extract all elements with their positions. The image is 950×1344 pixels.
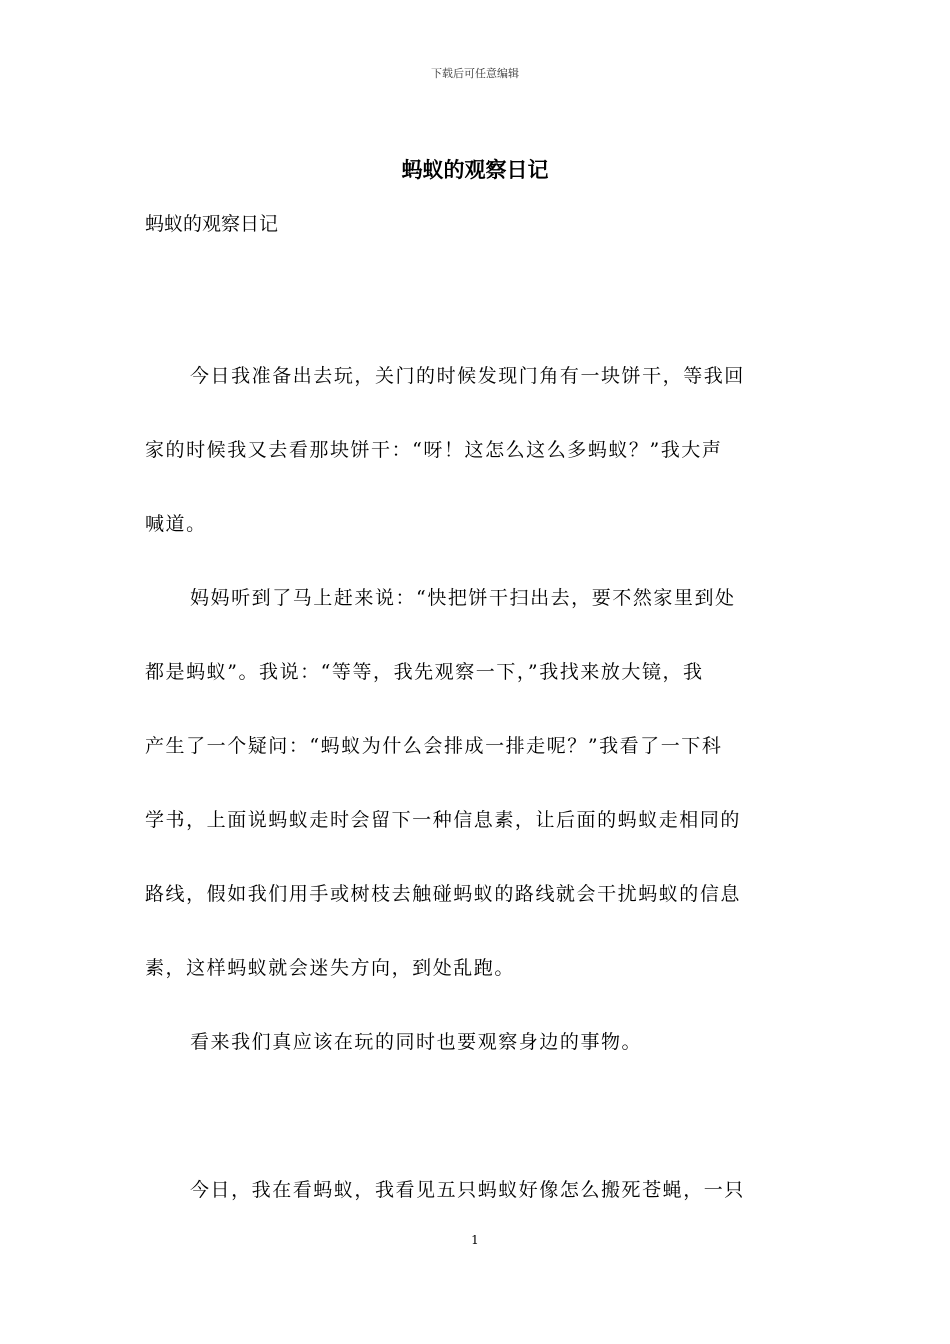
paragraph-line: 喊道。	[145, 513, 207, 535]
document-body	[145, 352, 810, 1240]
paragraph-line: 今日，我在看蚂蚁，我看见五只蚂蚁好像怎么搬死苍蝇，一只	[190, 1179, 745, 1201]
paragraph-spacer	[145, 1092, 810, 1166]
paragraph-line: 素，这样蚂蚁就会迷失方向，到处乱跑。	[145, 957, 515, 979]
paragraph-4	[145, 1166, 810, 1240]
document-subtitle: 蚂蚁的观察日记	[145, 213, 279, 235]
header-note: 下载后可任意编辑	[431, 67, 519, 80]
paragraph-line: 妈妈听到了马上赶来说：“快把饼干扫出去，要不然家里到处	[190, 587, 736, 609]
paragraph-2	[145, 574, 810, 1018]
page-number: 1	[471, 1233, 479, 1247]
paragraph-line: 产生了一个疑问：“蚂蚁为什么会排成一排走呢？”我看了一下科	[145, 735, 723, 757]
paragraph-line: 都是蚂蚁”。我说：“等等，我先观察一下，”我找来放大镜，我	[145, 661, 704, 683]
paragraph-3	[145, 1018, 810, 1092]
paragraph-line: 今日我准备出去玩，关门的时候发现门角有一块饼干，等我回	[190, 365, 745, 387]
paragraph-line: 家的时候我又去看那块饼干：“呀！这怎么这么多蚂蚁？”我大声	[145, 439, 723, 461]
document-title: 蚂蚁的观察日记	[401, 157, 549, 182]
paragraph-line: 路线，假如我们用手或树枝去触碰蚂蚁的路线就会干扰蚂蚁的信息	[145, 883, 741, 905]
paragraph-line: 学书，上面说蚂蚁走时会留下一种信息素，让后面的蚂蚁走相同的	[145, 809, 741, 831]
paragraph-1	[145, 352, 810, 574]
paragraph-line: 看来我们真应该在玩的同时也要观察身边的事物。	[190, 1031, 643, 1053]
